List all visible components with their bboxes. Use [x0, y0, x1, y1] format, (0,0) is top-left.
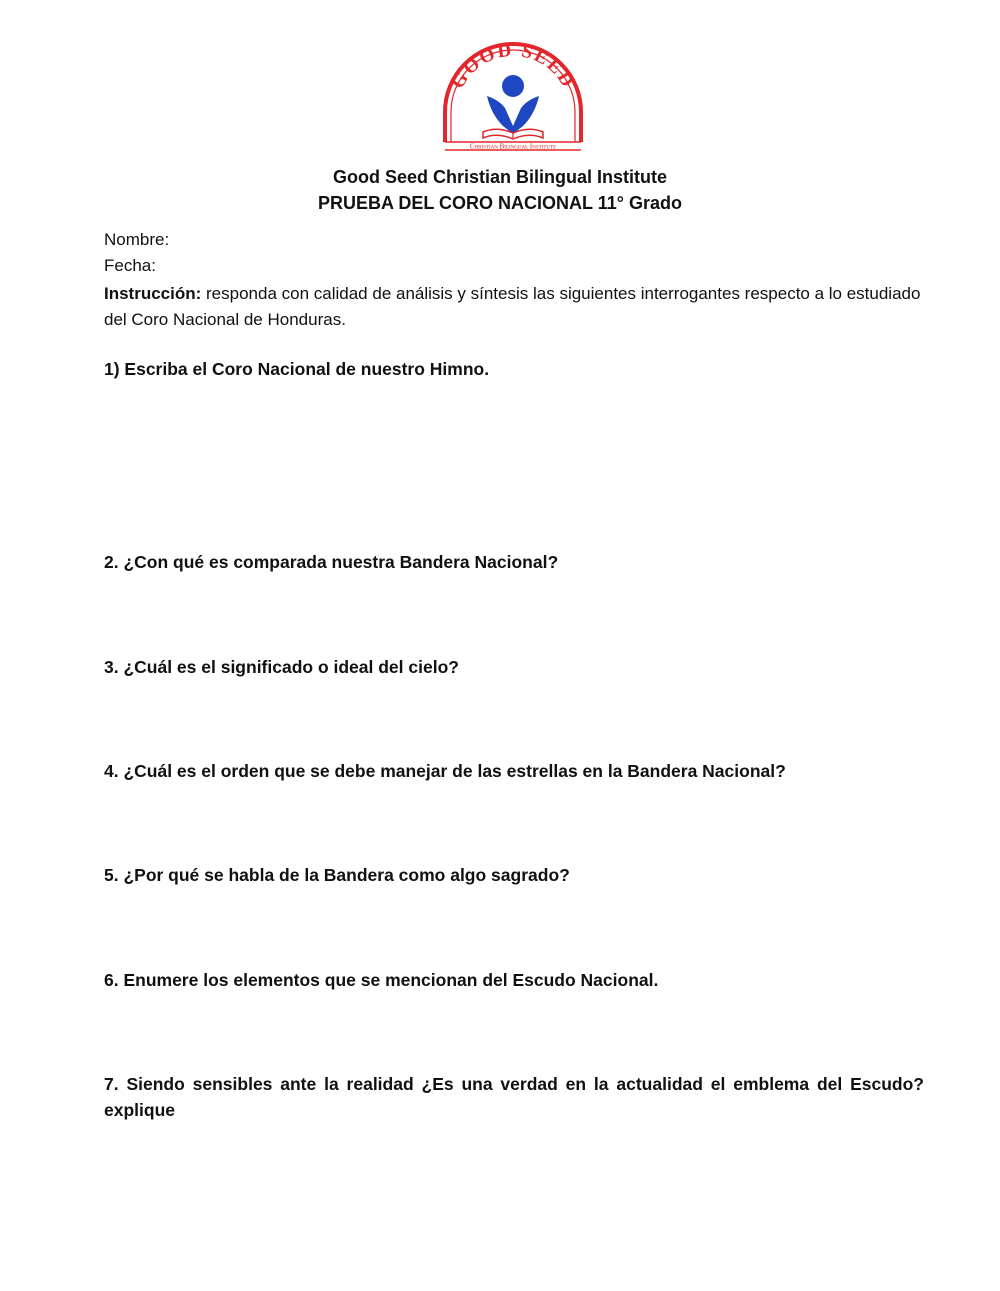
date-label: Fecha:: [104, 256, 156, 275]
logo-arc-text: GOOD SEED: [447, 39, 579, 93]
school-logo: [437, 34, 589, 152]
question-6: 6. Enumere los elementos que se mencionan del Escudo Nacional.: [104, 970, 659, 990]
question-5: 5. ¿Por qué se habla de la Bandera como algo sagrado?: [104, 865, 570, 885]
logo-banner-text: Christian Bilingual Institute: [469, 142, 557, 151]
name-label: Nombre:: [104, 230, 170, 249]
question-2: 2. ¿Con qué es comparada nuestra Bandera Nacional?: [104, 552, 559, 572]
test-title: PRUEBA DEL CORO NACIONAL 11° Grado: [318, 193, 682, 213]
institute-name: Good Seed Christian Bilingual Institute: [332, 167, 668, 187]
instruction-paragraph: [104, 281, 924, 333]
question-1: 1) Escriba el Coro Nacional de nuestro Himno.: [104, 359, 490, 379]
question-7: 7. Siendo sensibles ante la realidad ¿Es una verdad en la actualidad el emblema del Escudo? explique: [104, 1074, 924, 1120]
good-seed-logo-icon: [437, 34, 589, 152]
question-4: 4. ¿Cuál es el orden que se debe manejar de las estrellas en la Bandera Nacional?: [104, 761, 786, 781]
question-3: 3. ¿Cuál es el significado o ideal del cielo?: [104, 657, 459, 677]
instruction-text: responda con calidad de análisis y síntesis las siguientes interrogantes respecto a lo estudiado del Coro Nacional de Honduras.: [104, 284, 921, 329]
instruction-label: Instrucción:: [104, 284, 202, 303]
